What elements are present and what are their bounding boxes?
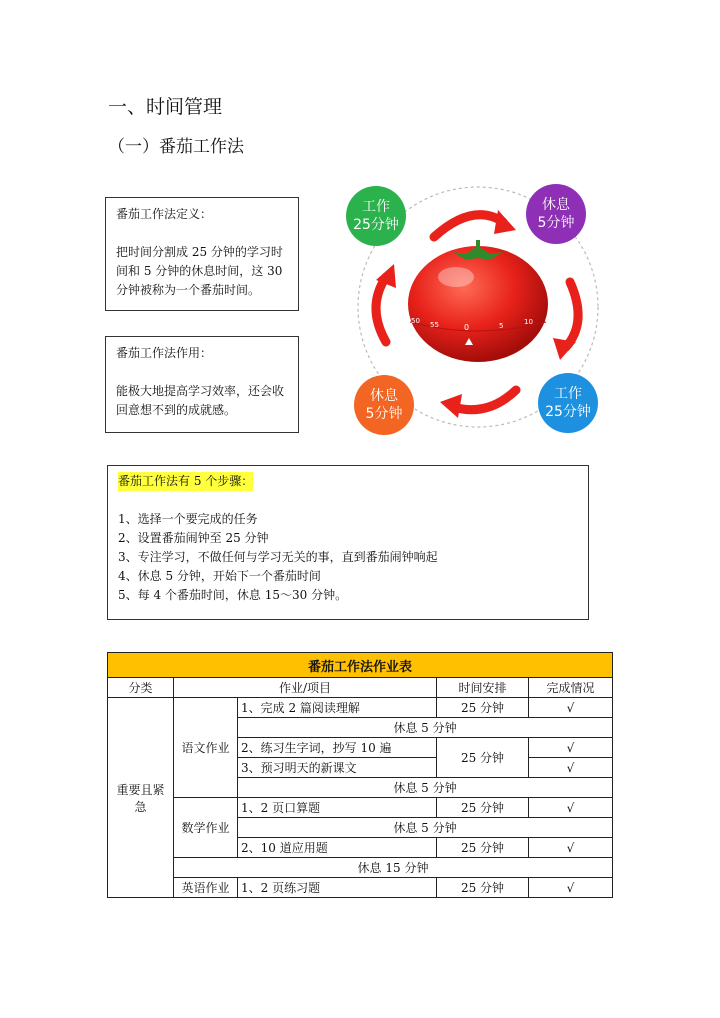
rest-5min-badge bbox=[526, 184, 586, 244]
rest-cell: 休息 5 分钟 bbox=[238, 718, 613, 738]
arrow-left bbox=[376, 277, 386, 342]
subject-cell: 数学作业 bbox=[174, 798, 238, 858]
tomato-timer bbox=[408, 246, 548, 362]
purpose-line: 能极大地提高学习效率，还会收 bbox=[116, 384, 285, 398]
table-row bbox=[108, 698, 613, 718]
table-header-row bbox=[108, 678, 613, 698]
dial-number: 5 bbox=[499, 322, 504, 330]
task-cell: 1、2 页口算题 bbox=[238, 798, 437, 818]
steps-title: 番茄工作法有 5 个步骤： bbox=[118, 472, 253, 491]
badge-duration: 25分钟 bbox=[545, 404, 591, 420]
purpose-title: 番茄工作法作用： bbox=[116, 346, 213, 360]
header-status: 完成情况 bbox=[529, 678, 613, 698]
badge-duration: 5分钟 bbox=[537, 215, 575, 231]
table-row bbox=[108, 878, 613, 898]
status-cell: √ bbox=[529, 758, 613, 778]
task-cell: 1、完成 2 篇阅读理解 bbox=[238, 698, 437, 718]
table-row bbox=[108, 798, 613, 818]
badge-label: 工作 bbox=[554, 386, 582, 402]
arrow-right bbox=[566, 282, 578, 347]
header-task: 作业/项目 bbox=[174, 678, 437, 698]
header-time: 时间安排 bbox=[437, 678, 529, 698]
subject-cell: 语文作业 bbox=[174, 698, 238, 798]
status-cell: √ bbox=[529, 838, 613, 858]
work-25min-badge bbox=[346, 186, 406, 246]
status-cell: √ bbox=[529, 798, 613, 818]
task-cell: 2、10 道应用题 bbox=[238, 838, 437, 858]
definition-line: 间和 5 分钟的休息时间，这 30 bbox=[116, 264, 283, 278]
subject-cell: 英语作业 bbox=[174, 878, 238, 898]
rest-cell: 休息 5 分钟 bbox=[238, 818, 613, 838]
steps-box bbox=[107, 465, 589, 620]
step-item: 1、选择一个要完成的任务 bbox=[118, 512, 258, 526]
section-subheading: （一）番茄工作法 bbox=[108, 137, 244, 157]
header-category: 分类 bbox=[108, 678, 174, 698]
definition-box bbox=[105, 197, 299, 311]
page-heading: 一、时间管理 bbox=[108, 96, 223, 118]
badge-label: 休息 bbox=[542, 197, 570, 213]
dial-number: 0 bbox=[464, 323, 470, 332]
purpose-box bbox=[105, 336, 299, 433]
dial-number: 50 bbox=[411, 317, 420, 325]
badge-duration: 25分钟 bbox=[353, 217, 399, 233]
table-title: 番茄工作法作业表 bbox=[108, 653, 613, 678]
rest-cell: 休息 15 分钟 bbox=[174, 858, 613, 878]
arrow-bottom bbox=[453, 390, 516, 410]
rest-cell: 休息 5 分钟 bbox=[238, 778, 613, 798]
task-cell: 3、预习明天的新课文 bbox=[238, 758, 437, 778]
step-item: 3、专注学习，不做任何与学习无关的事，直到番茄闹钟响起 bbox=[118, 550, 438, 564]
status-cell: √ bbox=[529, 738, 613, 758]
pomodoro-plan-table bbox=[107, 652, 613, 898]
time-cell: 25 分钟 bbox=[437, 798, 529, 818]
rest-5min-badge bbox=[354, 375, 414, 435]
table-row bbox=[108, 858, 613, 878]
dial-number: 10 bbox=[524, 318, 533, 326]
definition-line: 分钟被称为一个番茄时间。 bbox=[116, 283, 261, 297]
definition-title: 番茄工作法定义： bbox=[116, 207, 213, 221]
pomodoro-cycle-diagram bbox=[338, 182, 618, 442]
purpose-line: 回意想不到的成就感。 bbox=[116, 403, 237, 417]
task-cell: 2、练习生字词，抄写 10 遍 bbox=[238, 738, 437, 758]
step-item: 4、休息 5 分钟，开始下一个番茄时间 bbox=[118, 569, 321, 583]
status-cell: √ bbox=[529, 878, 613, 898]
work-25min-badge bbox=[538, 373, 598, 433]
status-cell: √ bbox=[529, 698, 613, 718]
badge-label: 休息 bbox=[370, 388, 398, 404]
badge-duration: 5分钟 bbox=[365, 406, 403, 422]
badge-label: 工作 bbox=[362, 199, 390, 215]
time-cell: 25 分钟 bbox=[437, 698, 529, 718]
definition-line: 把时间分割成 25 分钟的学习时 bbox=[116, 245, 283, 259]
category-cell: 重要且紧急 bbox=[108, 698, 174, 898]
step-item: 2、设置番茄闹钟至 25 分钟 bbox=[118, 531, 269, 545]
time-cell: 25 分钟 bbox=[437, 878, 529, 898]
arrow-top bbox=[434, 215, 503, 237]
time-cell: 25 分钟 bbox=[437, 838, 529, 858]
step-item: 5、每 4 个番茄时间，休息 15～30 分钟。 bbox=[118, 588, 348, 602]
time-cell: 25 分钟 bbox=[437, 738, 529, 778]
dial-number: 55 bbox=[430, 321, 439, 329]
task-cell: 1、2 页练习题 bbox=[238, 878, 437, 898]
